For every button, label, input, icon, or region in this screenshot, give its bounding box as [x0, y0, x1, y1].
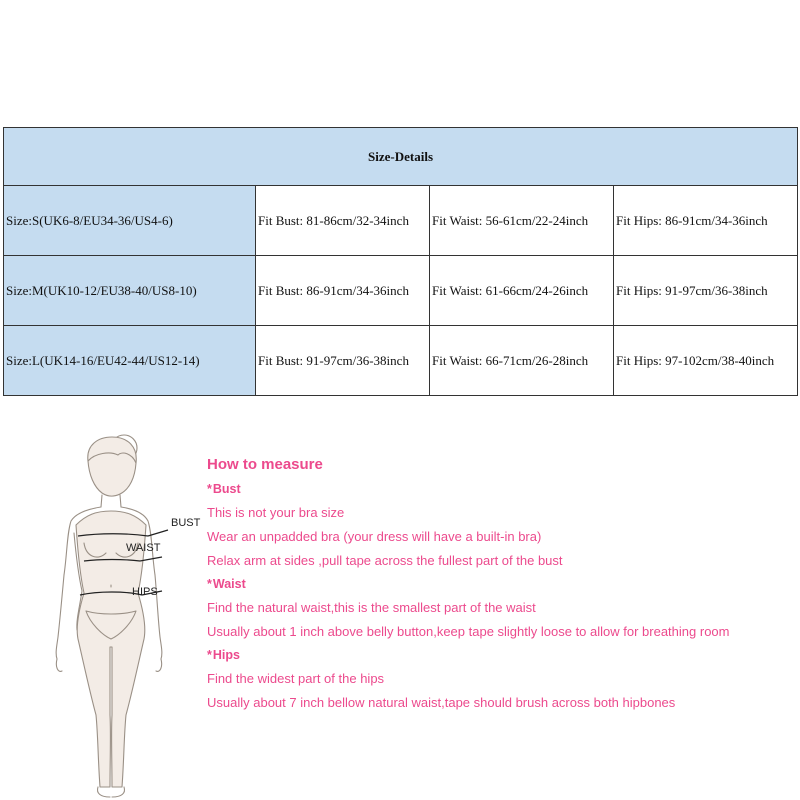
guide-title: How to measure: [207, 456, 323, 473]
table-header-row: [4, 128, 798, 186]
waist-heading: [207, 576, 797, 593]
guide-line: Usually about 7 inch bellow natural waist,tape should brush across both hipbones: [207, 695, 676, 710]
bust-figure-label: BUST: [171, 517, 201, 529]
guide-line: Find the widest part of the hips: [207, 671, 385, 686]
bust-heading-label: Bust: [212, 482, 241, 496]
guide-line: Find the natural waist,this is the smallest part of the waist: [207, 600, 536, 615]
guide-line: Usually about 1 inch above belly button,keep tape slightly loose to allow for breathing room: [207, 624, 730, 639]
fit-bust-cell: Fit Bust: 81-86cm/32-34inch: [256, 186, 430, 256]
size-label: Size:L(UK14-16/EU42-44/US12-14): [4, 326, 256, 396]
waist-heading-label: Waist: [212, 577, 246, 591]
fit-waist-cell: Fit Waist: 61-66cm/24-26inch: [430, 256, 614, 326]
bullet-icon: *: [207, 482, 212, 496]
bullet-icon: *: [207, 577, 212, 591]
fit-bust-cell: Fit Bust: 86-91cm/34-36inch: [256, 256, 430, 326]
guide-line: Relax arm at sides ,pull tape across the fullest part of the bust: [207, 553, 563, 568]
hips-figure-label: HIPS: [132, 586, 158, 598]
table-header: Size-Details: [4, 128, 798, 186]
hips-heading: [207, 647, 797, 664]
bullet-icon: *: [207, 648, 212, 662]
fit-bust-cell: Fit Bust: 91-97cm/36-38inch: [256, 326, 430, 396]
guide-line: This is not your bra size: [207, 505, 345, 520]
head-icon: [88, 437, 136, 496]
table-row: [4, 186, 798, 256]
hips-heading-label: Hips: [212, 648, 240, 662]
size-label: Size:S(UK6-8/EU34-36/US4-6): [4, 186, 256, 256]
size-details-table: [3, 127, 798, 396]
fit-waist-cell: Fit Waist: 56-61cm/22-24inch: [430, 186, 614, 256]
fit-hips-cell: Fit Hips: 91-97cm/36-38inch: [614, 256, 798, 326]
size-label: Size:M(UK10-12/EU38-40/US8-10): [4, 256, 256, 326]
fit-hips-cell: Fit Hips: 86-91cm/34-36inch: [614, 186, 798, 256]
table-row: [4, 256, 798, 326]
guide-line: Wear an unpadded bra (your dress will have a built-in bra): [207, 529, 542, 544]
table-row: [4, 326, 798, 396]
bust-heading: [207, 481, 797, 498]
body-measurement-figure: [40, 415, 210, 800]
how-to-measure-guide: [207, 456, 797, 718]
fit-waist-cell: Fit Waist: 66-71cm/26-28inch: [430, 326, 614, 396]
fit-hips-cell: Fit Hips: 97-102cm/38-40inch: [614, 326, 798, 396]
waist-figure-label: WAIST: [126, 542, 161, 554]
